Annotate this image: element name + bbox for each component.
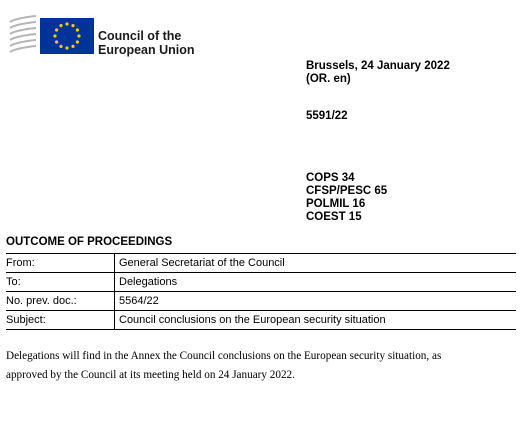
organisation-name [98,29,195,57]
row-label: No. prev. doc.: [6,292,115,311]
row-value: 5564/22 [119,294,159,307]
place-date-block [306,60,450,86]
row-value: General Secretariat of the Council [119,256,285,269]
section-title: OUTCOME OF PROCEEDINGS [6,236,173,248]
council-emblem-lines-icon [6,12,40,58]
original-language: (OR. en) [306,73,351,85]
table-row [6,292,516,311]
proceedings-table [6,253,516,330]
council-logo [6,12,196,58]
document-number: 5591/22 [306,110,348,122]
table-row [6,311,516,330]
code-item: COPS 34 [306,172,355,184]
org-name-line2: European Union [98,43,195,57]
body-line: approved by the Council at its meeting held on 24 January 2022. [6,369,295,381]
code-item: POLMIL 16 [306,198,366,210]
table-row [6,254,516,273]
body-line: Delegations will find in the Annex the Council conclusions on the European security situation, as [6,350,442,362]
org-name-line1: Council of the [98,29,182,43]
body-paragraph [6,347,521,385]
eu-flag-icon [40,18,94,54]
row-label: To: [6,273,115,292]
code-item: COEST 15 [306,211,362,223]
table-row [6,273,516,292]
code-item: CFSP/PESC 65 [306,185,388,197]
row-value: Delegations [119,275,178,288]
row-value: Council conclusions on the European security situation [119,313,386,326]
place-date: Brussels, 24 January 2022 [306,60,450,72]
row-label: Subject: [6,311,115,330]
document-codes [306,172,387,224]
row-label: From: [6,254,115,273]
